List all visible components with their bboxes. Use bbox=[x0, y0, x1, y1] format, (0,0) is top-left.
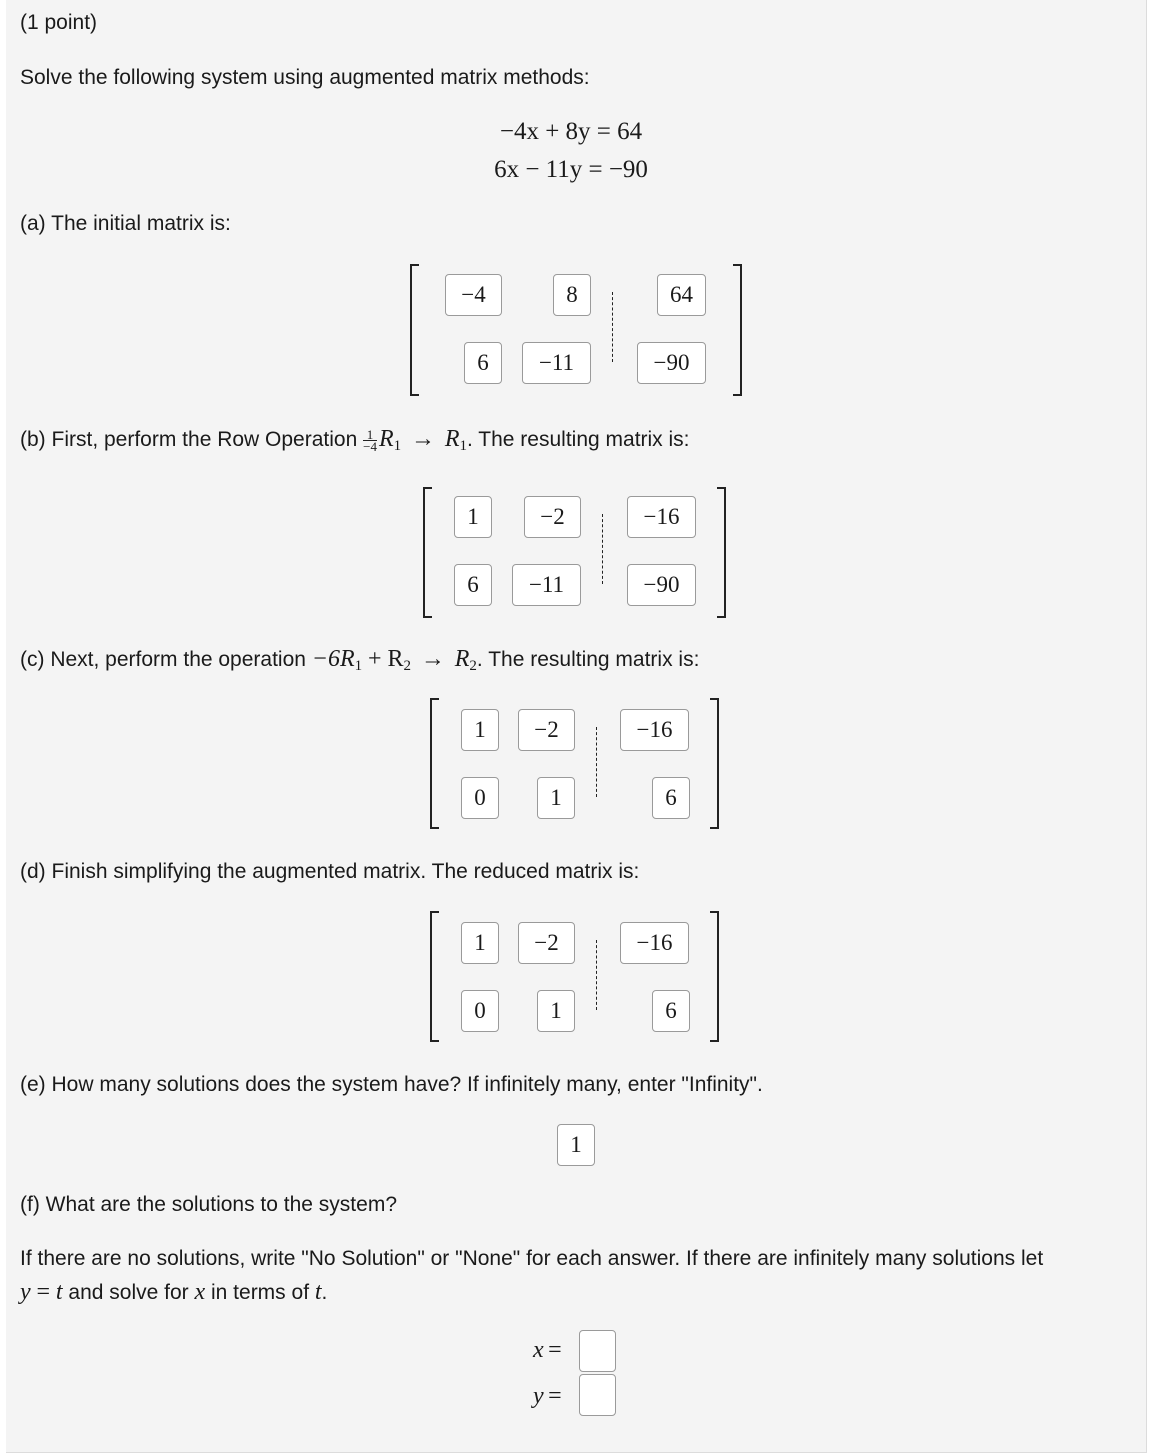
matrix-c-r2c2[interactable]: 1 bbox=[537, 777, 575, 819]
system-eq-1: −4x + 8y = 64 bbox=[499, 118, 643, 145]
y-answer-input[interactable] bbox=[579, 1374, 616, 1416]
part-c-label: (c) Next, perform the operation $-6R_1 + R_2 \to R_2$. The resulting matrix is: bbox=[20, 646, 700, 674]
matrix-a-r2c1[interactable]: 6 bbox=[464, 342, 502, 384]
fraction: $\frac{1}{-4}$ bbox=[363, 426, 377, 454]
matrix-b-separator bbox=[602, 514, 603, 584]
matrix-d-separator bbox=[596, 940, 597, 1010]
matrix-c-r1c2[interactable]: −2 bbox=[518, 709, 575, 751]
matrix-d-r2c2[interactable]: 1 bbox=[537, 990, 575, 1032]
matrix-b-right-bracket bbox=[717, 487, 726, 618]
matrix-a-r1c3[interactable]: 64 bbox=[657, 274, 706, 316]
system-eq-2: 6x − 11y = −90 bbox=[494, 156, 648, 183]
matrix-d-r2c3[interactable]: 6 bbox=[652, 990, 690, 1032]
part-b-label: (b) First, perform the Row Operation $\frac{1}{-4}$ $R_1 \to R_1$. The resulting matrix is: bbox=[20, 426, 690, 454]
part-a-label: (a) The initial matrix is: bbox=[20, 212, 231, 235]
matrix-c-r2c1[interactable]: 0 bbox=[461, 777, 499, 819]
matrix-c-r2c3[interactable]: 6 bbox=[652, 777, 690, 819]
matrix-c-left-bracket bbox=[430, 698, 439, 829]
matrix-a-left-bracket bbox=[410, 264, 419, 396]
part-e-label: (e) How many solutions does the system have? If infinitely many, enter "Infinity". bbox=[20, 1073, 763, 1096]
part-d-label: (d) Finish simplifying the augmented matrix. The reduced matrix is: bbox=[20, 860, 640, 883]
matrix-c-r1c3[interactable]: −16 bbox=[620, 709, 689, 751]
points-label: (1 point) bbox=[20, 11, 98, 34]
matrix-b-left-bracket bbox=[423, 487, 432, 618]
y-answer-label: y = bbox=[533, 1383, 562, 1409]
matrix-b-r2c3[interactable]: −90 bbox=[627, 564, 696, 606]
matrix-b-r1c2[interactable]: −2 bbox=[524, 496, 581, 538]
part-f-instructions-2: y = t and solve for x in terms of t. bbox=[20, 1279, 328, 1305]
part-f-instructions: If there are no solutions, write "No Solution" or "None" for each answer. If there are infinitely many solutions let bbox=[20, 1247, 1044, 1270]
matrix-d-r1c3[interactable]: −16 bbox=[620, 922, 689, 964]
part-f-label: (f) What are the solutions to the system? bbox=[20, 1193, 397, 1216]
intro-text: Solve the following system using augmented matrix methods: bbox=[20, 66, 590, 89]
matrix-b-r2c2[interactable]: −11 bbox=[512, 564, 581, 606]
matrix-b-r1c1[interactable]: 1 bbox=[454, 496, 492, 538]
problem-panel bbox=[6, 0, 1147, 1453]
matrix-a-r2c3[interactable]: −90 bbox=[637, 342, 706, 384]
matrix-a-r2c2[interactable]: −11 bbox=[522, 342, 591, 384]
matrix-b-r1c3[interactable]: −16 bbox=[627, 496, 696, 538]
matrix-b-r2c1[interactable]: 6 bbox=[454, 564, 492, 606]
matrix-c-r1c1[interactable]: 1 bbox=[461, 709, 499, 751]
x-answer-label: x = bbox=[533, 1337, 562, 1363]
matrix-d-right-bracket bbox=[710, 911, 719, 1042]
matrix-d-r1c1[interactable]: 1 bbox=[461, 922, 499, 964]
matrix-a-r1c2[interactable]: 8 bbox=[553, 274, 591, 316]
matrix-a-separator bbox=[612, 292, 613, 362]
x-answer-input[interactable] bbox=[579, 1330, 616, 1372]
matrix-a-r1c1[interactable]: −4 bbox=[445, 274, 502, 316]
matrix-d-left-bracket bbox=[430, 911, 439, 1042]
solutions-count-input[interactable]: 1 bbox=[557, 1124, 595, 1166]
matrix-d-r1c2[interactable]: −2 bbox=[518, 922, 575, 964]
matrix-c-separator bbox=[596, 727, 597, 797]
matrix-d-r2c1[interactable]: 0 bbox=[461, 990, 499, 1032]
matrix-a-right-bracket bbox=[733, 264, 742, 396]
matrix-c-right-bracket bbox=[710, 698, 719, 829]
